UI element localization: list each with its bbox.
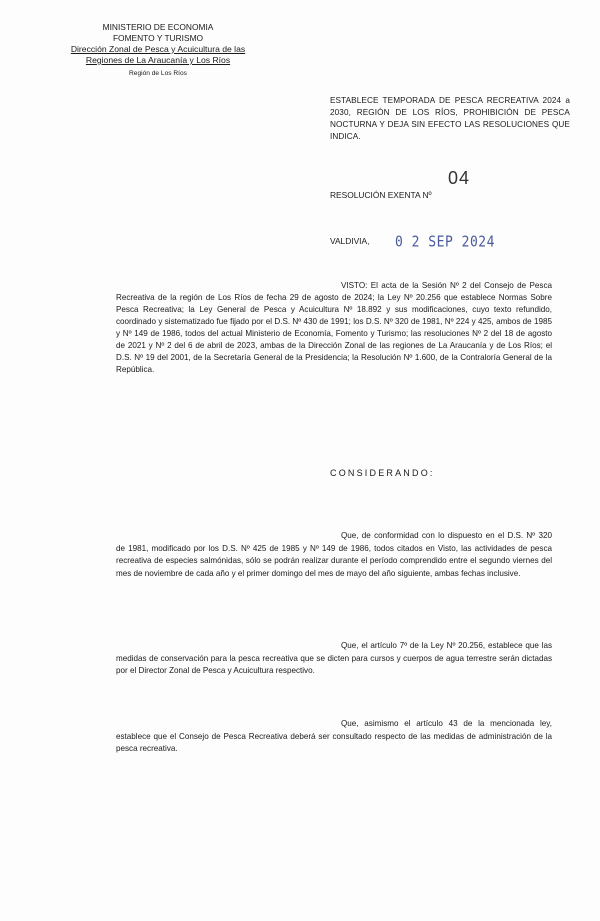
header-regions: Regiones de La Araucanía y Los Ríos [85, 55, 231, 65]
resolution-title: ESTABLECE TEMPORADA DE PESCA RECREATIVA 2024 a 2030, REGIÓN DE LOS RÍOS, PROHIBICIÓN DE PESCA NOCTURNA Y DEJA SIN EFECTO LAS RESOLUCIONES QUE INDICA. [330, 96, 570, 141]
ministry-header [58, 22, 258, 79]
considerando-heading: CONSIDERANDO: [330, 468, 435, 478]
considerando-paragraph [116, 718, 552, 756]
place: VALDIVIA, [330, 236, 370, 246]
header-ministry-sub: FOMENTO Y TURISMO [112, 33, 204, 43]
considerando-text-1: Que, de conformidad con lo dispuesto en el D.S. Nº 320 de 1981, modificado por los D.S. Nº 425 de 1985 y Nº 149 de 1986, todos citados en Visto, las actividades de pesca recreativa de especies salmónidas, sólo se podrán realizar durante el período comprendido entre el segundo viernes del mes de noviembre de cada año y el primer domingo del mes de mayo del año siguiente, ambas fechas inclusive. [116, 531, 552, 578]
considerando-paragraph [116, 640, 552, 678]
visto-text: VISTO: El acta de la Sesión Nº 2 del Consejo de Pesca Recreativa de la región de Los Ríos de fecha 29 de agosto de 2024; la Ley Nº 20.256 que establece Normas Sobre Pesca Recreativa; la Ley General de Pesca y Acuicultura Nº 18.892 y sus modificaciones, cuyo texto refundido, coordinado y sistematizado fue fijado por el D.S. Nº 430 de 1991; los D.S. Nº 320 de 1981, Nº 224 y 425, ambos de 1985 y Nº 149 de 1986, todos del actual Ministerio de Economía, Fomento y Turismo; las resoluciones Nº 2 del 18 de agosto de 2021 y Nº 2 del 6 de abril de 2023, ambas de la Dirección Zonal de las regiones de La Araucanía y de Los Ríos; el D.S. Nº 19 del 2001, de la Secretaría General de la Presidencia; la Resolución Nº 1.600, de la Contraloría General de la República. [116, 281, 552, 374]
resolution-label: RESOLUCIÓN EXENTA Nº [330, 190, 432, 200]
considerando-paragraph [116, 530, 552, 580]
header-region: Región de Los Ríos [129, 70, 187, 77]
resolution-number: 04 [448, 168, 471, 188]
considerando-text-2: Que, el artículo 7º de la Ley Nº 20.256, establece que las medidas de conservación para la pesca recreativa que se dicten para cursos y cuerpos de agua terrestre serán dictadas por el Director Zonal de Pesca y Acuicultura respectivo. [116, 641, 552, 676]
visto-section [116, 280, 552, 376]
date-stamp: 0 2 SEP 2024 [395, 233, 495, 252]
header-ministry: MINISTERIO DE ECONOMIA [102, 22, 214, 32]
considerando-text-3: Que, asimismo el artículo 43 de la mencionada ley, establece que el Consejo de Pesca Recreativa deberá ser consultado respecto de las medidas de administración de la pesca recreativa. [116, 719, 552, 754]
header-directorate: Dirección Zonal de Pesca y Acuicultura de las [70, 44, 246, 54]
